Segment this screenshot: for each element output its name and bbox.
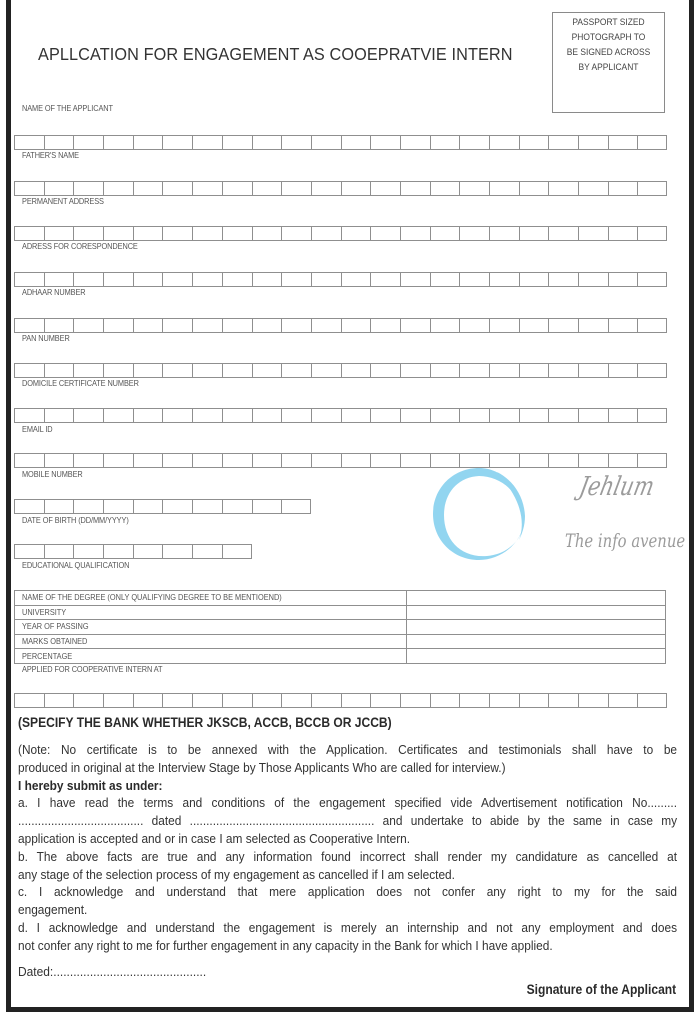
char-box[interactable]	[519, 181, 549, 196]
label-educational-qualification: EDUCATIONAL QUALIFICATION	[22, 561, 130, 570]
char-box[interactable]	[162, 693, 192, 708]
char-box[interactable]	[519, 318, 549, 333]
declaration-a: a. I have read the terms and conditions of the engagement specified vide Advertisement notification No.........	[18, 795, 678, 811]
char-box[interactable]	[192, 544, 222, 559]
char-box[interactable]	[103, 544, 133, 559]
char-box[interactable]	[162, 272, 192, 287]
char-box[interactable]	[578, 363, 608, 378]
char-box[interactable]	[14, 272, 44, 287]
char-box[interactable]	[430, 408, 460, 423]
char-box[interactable]	[578, 272, 608, 287]
char-box[interactable]	[341, 272, 371, 287]
char-box[interactable]	[400, 363, 430, 378]
char-box[interactable]	[637, 181, 667, 196]
char-box[interactable]	[341, 181, 371, 196]
char-box[interactable]	[162, 544, 192, 559]
char-box[interactable]	[192, 181, 222, 196]
char-box[interactable]	[311, 408, 341, 423]
char-box[interactable]	[281, 135, 311, 150]
char-box[interactable]	[252, 499, 282, 514]
char-box[interactable]	[44, 272, 74, 287]
char-box[interactable]	[252, 135, 282, 150]
char-box[interactable]	[548, 135, 578, 150]
char-box[interactable]	[73, 363, 103, 378]
char-box[interactable]	[73, 272, 103, 287]
char-box[interactable]	[14, 318, 44, 333]
declaration-b: any stage of the selection process of my engagement as cancelled if I am selected.	[18, 866, 455, 882]
char-box[interactable]	[44, 135, 74, 150]
char-box[interactable]	[44, 408, 74, 423]
applied-for-boxes[interactable]	[14, 693, 667, 708]
char-box[interactable]	[519, 363, 549, 378]
char-box[interactable]	[341, 226, 371, 241]
char-box[interactable]	[608, 693, 638, 708]
watermark-ring-tail	[497, 472, 525, 540]
university-value-cell[interactable]	[407, 605, 666, 620]
char-box[interactable]	[459, 226, 489, 241]
char-box[interactable]	[519, 693, 549, 708]
char-box[interactable]	[133, 181, 163, 196]
watermark-name: Jehlum	[576, 472, 657, 502]
char-box[interactable]	[222, 135, 252, 150]
char-box[interactable]	[311, 318, 341, 333]
char-box[interactable]	[222, 318, 252, 333]
char-box[interactable]	[370, 272, 400, 287]
char-box[interactable]	[73, 408, 103, 423]
declaration-a: ...................................... dated ........................................................ and undertake to abide by the same in case my	[18, 813, 678, 829]
char-box[interactable]	[192, 318, 222, 333]
char-box[interactable]	[548, 453, 578, 468]
char-box[interactable]	[489, 135, 519, 150]
char-box[interactable]	[341, 318, 371, 333]
char-box[interactable]	[519, 408, 549, 423]
note-paragraph	[18, 741, 677, 955]
char-box[interactable]	[281, 499, 311, 514]
photo-box-line: BE SIGNED ACROSS	[566, 47, 651, 58]
char-box[interactable]	[400, 693, 430, 708]
char-box[interactable]	[281, 181, 311, 196]
char-box[interactable]	[103, 363, 133, 378]
char-box[interactable]	[192, 408, 222, 423]
char-box[interactable]	[192, 453, 222, 468]
char-box[interactable]	[519, 226, 549, 241]
char-box[interactable]	[370, 135, 400, 150]
char-box[interactable]	[73, 544, 103, 559]
char-box[interactable]	[133, 363, 163, 378]
char-box[interactable]	[459, 135, 489, 150]
marks-obtained-label: MARKS OBTAINED	[15, 634, 407, 649]
correspondence-address-boxes[interactable]	[14, 272, 667, 287]
char-box[interactable]	[341, 363, 371, 378]
char-box[interactable]	[311, 693, 341, 708]
char-box[interactable]	[519, 135, 549, 150]
char-box[interactable]	[430, 318, 460, 333]
char-box[interactable]	[578, 135, 608, 150]
char-box[interactable]	[370, 318, 400, 333]
char-box[interactable]	[370, 453, 400, 468]
char-box[interactable]	[222, 181, 252, 196]
char-box[interactable]	[14, 181, 44, 196]
char-box[interactable]	[73, 226, 103, 241]
university-label: UNIVERSITY	[15, 605, 407, 620]
char-box[interactable]	[578, 693, 608, 708]
label-correspondence-address: ADRESS FOR CORESPONDENCE	[22, 242, 138, 251]
char-box[interactable]	[222, 544, 252, 559]
char-box[interactable]	[73, 693, 103, 708]
char-box[interactable]	[222, 272, 252, 287]
char-box[interactable]	[14, 135, 44, 150]
char-box[interactable]	[637, 693, 667, 708]
char-box[interactable]	[608, 226, 638, 241]
char-box[interactable]	[133, 135, 163, 150]
char-box[interactable]	[14, 363, 44, 378]
fathers-name-boxes[interactable]	[14, 181, 667, 196]
char-box[interactable]	[14, 499, 44, 514]
permanent-address-boxes[interactable]	[14, 226, 667, 241]
char-box[interactable]	[281, 363, 311, 378]
char-box[interactable]	[44, 693, 74, 708]
label-applied-for: APPLIED FOR COOPERATIVE INTERN AT	[22, 665, 163, 674]
char-box[interactable]	[252, 181, 282, 196]
char-box[interactable]	[281, 226, 311, 241]
char-box[interactable]	[637, 272, 667, 287]
label-date-of-birth: DATE OF BIRTH (DD/MM/YYYY)	[22, 516, 129, 525]
char-box[interactable]	[489, 363, 519, 378]
char-box[interactable]	[400, 181, 430, 196]
char-box[interactable]	[222, 693, 252, 708]
char-box[interactable]	[341, 693, 371, 708]
char-box[interactable]	[252, 363, 282, 378]
char-box[interactable]	[519, 272, 549, 287]
watermark-tagline: The info avenue	[565, 530, 686, 552]
declaration-heading: I hereby submit as under:	[18, 777, 163, 793]
char-box[interactable]	[133, 226, 163, 241]
char-box[interactable]	[73, 135, 103, 150]
table-row	[15, 649, 666, 664]
char-box[interactable]	[548, 363, 578, 378]
declaration-c: c. I acknowledge and understand that mere application does not confer any right to my for the said	[18, 884, 678, 900]
char-box[interactable]	[103, 693, 133, 708]
table-row	[15, 620, 666, 635]
char-box[interactable]	[459, 363, 489, 378]
char-box[interactable]	[489, 408, 519, 423]
table-row	[15, 634, 666, 649]
char-box[interactable]	[400, 135, 430, 150]
char-box[interactable]	[430, 693, 460, 708]
char-box[interactable]	[192, 135, 222, 150]
label-applicant-name: NAME OF THE APPLICANT	[22, 104, 113, 113]
photo-box-line: PASSPORT SIZED	[572, 17, 645, 28]
char-box[interactable]	[133, 453, 163, 468]
label-permanent-address: PERMANENT ADDRESS	[22, 197, 104, 206]
watermark-ring-icon	[425, 460, 533, 568]
table-row	[15, 605, 666, 620]
char-box[interactable]	[162, 135, 192, 150]
char-box[interactable]	[548, 408, 578, 423]
char-box[interactable]	[578, 408, 608, 423]
char-box[interactable]	[252, 693, 282, 708]
char-box[interactable]	[133, 318, 163, 333]
char-box[interactable]	[281, 318, 311, 333]
char-box[interactable]	[370, 693, 400, 708]
char-box[interactable]	[311, 453, 341, 468]
degree-label: NAME OF THE DEGREE (ONLY QUALIFYING DEGREE TO BE MENTIOEND)	[15, 591, 407, 606]
char-box[interactable]	[430, 181, 460, 196]
char-box[interactable]	[133, 499, 163, 514]
char-box[interactable]	[281, 453, 311, 468]
char-box[interactable]	[103, 499, 133, 514]
char-box[interactable]	[14, 544, 44, 559]
char-box[interactable]	[162, 453, 192, 468]
char-box[interactable]	[608, 181, 638, 196]
char-box[interactable]	[44, 363, 74, 378]
char-box[interactable]	[44, 544, 74, 559]
char-box[interactable]	[430, 272, 460, 287]
email-boxes[interactable]	[14, 453, 667, 468]
char-box[interactable]	[489, 318, 519, 333]
char-box[interactable]	[103, 181, 133, 196]
char-box[interactable]	[162, 226, 192, 241]
marks-obtained-value-cell[interactable]	[407, 634, 666, 649]
char-box[interactable]	[578, 318, 608, 333]
adhaar-number-boxes[interactable]	[14, 318, 667, 333]
char-box[interactable]	[252, 318, 282, 333]
char-box[interactable]	[222, 499, 252, 514]
percentage-label: PERCENTAGE	[15, 649, 407, 664]
char-box[interactable]	[14, 453, 44, 468]
char-box[interactable]	[162, 318, 192, 333]
char-box[interactable]	[578, 181, 608, 196]
specify-bank-instruction: (SPECIFY THE BANK WHETHER JKSCB, ACCB, BCCB OR JCCB)	[18, 715, 392, 730]
char-box[interactable]	[341, 135, 371, 150]
char-box[interactable]	[103, 272, 133, 287]
dated-field[interactable]: Dated:..............................................	[18, 964, 207, 979]
char-box[interactable]	[162, 499, 192, 514]
date-of-birth-boxes[interactable]	[14, 544, 252, 559]
year-of-passing-value-cell[interactable]	[407, 620, 666, 635]
char-box[interactable]	[400, 408, 430, 423]
char-box[interactable]	[459, 272, 489, 287]
char-box[interactable]	[281, 408, 311, 423]
char-box[interactable]	[489, 272, 519, 287]
signature-label: Signature of the Applicant	[526, 982, 676, 997]
char-box[interactable]	[73, 318, 103, 333]
char-box[interactable]	[103, 226, 133, 241]
char-box[interactable]	[133, 272, 163, 287]
char-box[interactable]	[370, 363, 400, 378]
label-email: EMAIL ID	[22, 425, 53, 434]
char-box[interactable]	[192, 499, 222, 514]
char-box[interactable]	[73, 181, 103, 196]
char-box[interactable]	[548, 318, 578, 333]
char-box[interactable]	[548, 181, 578, 196]
char-box[interactable]	[430, 363, 460, 378]
char-box[interactable]	[133, 693, 163, 708]
char-box[interactable]	[311, 272, 341, 287]
char-box[interactable]	[608, 318, 638, 333]
char-box[interactable]	[44, 499, 74, 514]
char-box[interactable]	[459, 408, 489, 423]
char-box[interactable]	[370, 226, 400, 241]
label-fathers-name: FATHER'S NAME	[22, 151, 80, 160]
char-box[interactable]	[162, 408, 192, 423]
char-box[interactable]	[311, 363, 341, 378]
char-box[interactable]	[14, 408, 44, 423]
label-pan-number: PAN NUMBER	[22, 334, 70, 343]
percentage-value-cell[interactable]	[407, 649, 666, 664]
declaration-b: b. The above facts are true and any information found incorrect shall render my candidature as cancelled at	[18, 848, 678, 864]
photo-box-line: BY APPLICANT	[578, 62, 639, 73]
char-box[interactable]	[637, 135, 667, 150]
char-box[interactable]	[103, 408, 133, 423]
year-of-passing-label: YEAR OF PASSING	[15, 620, 407, 635]
char-box[interactable]	[281, 693, 311, 708]
char-box[interactable]	[459, 318, 489, 333]
char-box[interactable]	[548, 272, 578, 287]
char-box[interactable]	[252, 408, 282, 423]
char-box[interactable]	[608, 135, 638, 150]
char-box[interactable]	[192, 226, 222, 241]
char-box[interactable]	[192, 693, 222, 708]
note-line: (Note: No certificate is to be annexed with the Application. Certificates and testimonials shall have to be	[18, 742, 678, 757]
char-box[interactable]	[400, 226, 430, 241]
char-box[interactable]	[608, 272, 638, 287]
char-box[interactable]	[430, 135, 460, 150]
char-box[interactable]	[311, 135, 341, 150]
char-box[interactable]	[459, 181, 489, 196]
char-box[interactable]	[637, 318, 667, 333]
char-box[interactable]	[400, 272, 430, 287]
form-title: APLLCATION FOR ENGAGEMENT AS COOEPRATVIE INTERN	[38, 44, 513, 64]
char-box[interactable]	[73, 499, 103, 514]
char-box[interactable]	[400, 318, 430, 333]
char-box[interactable]	[252, 272, 282, 287]
char-box[interactable]	[252, 226, 282, 241]
char-box[interactable]	[252, 453, 282, 468]
education-table	[14, 590, 666, 664]
char-box[interactable]	[370, 181, 400, 196]
char-box[interactable]	[44, 453, 74, 468]
char-box[interactable]	[608, 363, 638, 378]
degree-value-cell[interactable]	[407, 591, 666, 606]
char-box[interactable]	[44, 181, 74, 196]
char-box[interactable]	[489, 181, 519, 196]
char-box[interactable]	[44, 226, 74, 241]
char-box[interactable]	[73, 453, 103, 468]
char-box[interactable]	[637, 226, 667, 241]
char-box[interactable]	[103, 135, 133, 150]
char-box[interactable]	[222, 453, 252, 468]
char-box[interactable]	[578, 453, 608, 468]
char-box[interactable]	[162, 363, 192, 378]
char-box[interactable]	[192, 272, 222, 287]
char-box[interactable]	[341, 453, 371, 468]
char-box[interactable]	[578, 226, 608, 241]
char-box[interactable]	[281, 272, 311, 287]
label-adhaar-number: ADHAAR NUMBER	[22, 288, 86, 297]
char-box[interactable]	[162, 181, 192, 196]
char-box[interactable]	[459, 693, 489, 708]
char-box[interactable]	[311, 181, 341, 196]
char-box[interactable]	[222, 408, 252, 423]
applicant-name-boxes[interactable]	[14, 135, 667, 150]
char-box[interactable]	[14, 226, 44, 241]
declaration-a: application is accepted and or in case I am selected as Cooperative Intern.	[18, 830, 411, 846]
char-box[interactable]	[548, 226, 578, 241]
char-box[interactable]	[103, 318, 133, 333]
char-box[interactable]	[222, 363, 252, 378]
char-box[interactable]	[103, 453, 133, 468]
char-box[interactable]	[14, 693, 44, 708]
table-row	[15, 591, 666, 606]
passport-photo-box	[552, 12, 665, 113]
char-box[interactable]	[133, 408, 163, 423]
char-box[interactable]	[489, 226, 519, 241]
photo-box-line: PHOTOGRAPH TO	[571, 32, 646, 43]
char-box[interactable]	[637, 363, 667, 378]
label-domicile-number: DOMICILE CERTIFICATE NUMBER	[22, 379, 139, 388]
char-box[interactable]	[370, 408, 400, 423]
pan-number-boxes[interactable]	[14, 363, 667, 378]
char-box[interactable]	[637, 453, 667, 468]
declaration-d: not confer any right to me for further engagement in any capacity in the Bank for which I have applied.	[18, 937, 553, 953]
char-box[interactable]	[608, 408, 638, 423]
char-box[interactable]	[133, 544, 163, 559]
declaration-d: d. I acknowledge and understand the engagement is merely an internship and not any employment and does	[18, 919, 678, 935]
char-box[interactable]	[192, 363, 222, 378]
char-box[interactable]	[637, 408, 667, 423]
mobile-number-boxes[interactable]	[14, 499, 311, 514]
char-box[interactable]	[548, 693, 578, 708]
char-box[interactable]	[311, 226, 341, 241]
char-box[interactable]	[222, 226, 252, 241]
char-box[interactable]	[430, 226, 460, 241]
label-mobile-number: MOBILE NUMBER	[22, 470, 83, 479]
char-box[interactable]	[608, 453, 638, 468]
char-box[interactable]	[341, 408, 371, 423]
declaration-c: engagement.	[18, 902, 88, 918]
char-box[interactable]	[44, 318, 74, 333]
char-box[interactable]	[489, 693, 519, 708]
note-line: produced in original at the Interview Stage by Those Applicants Who are called for interview.)	[18, 759, 506, 775]
domicile-number-boxes[interactable]	[14, 408, 667, 423]
